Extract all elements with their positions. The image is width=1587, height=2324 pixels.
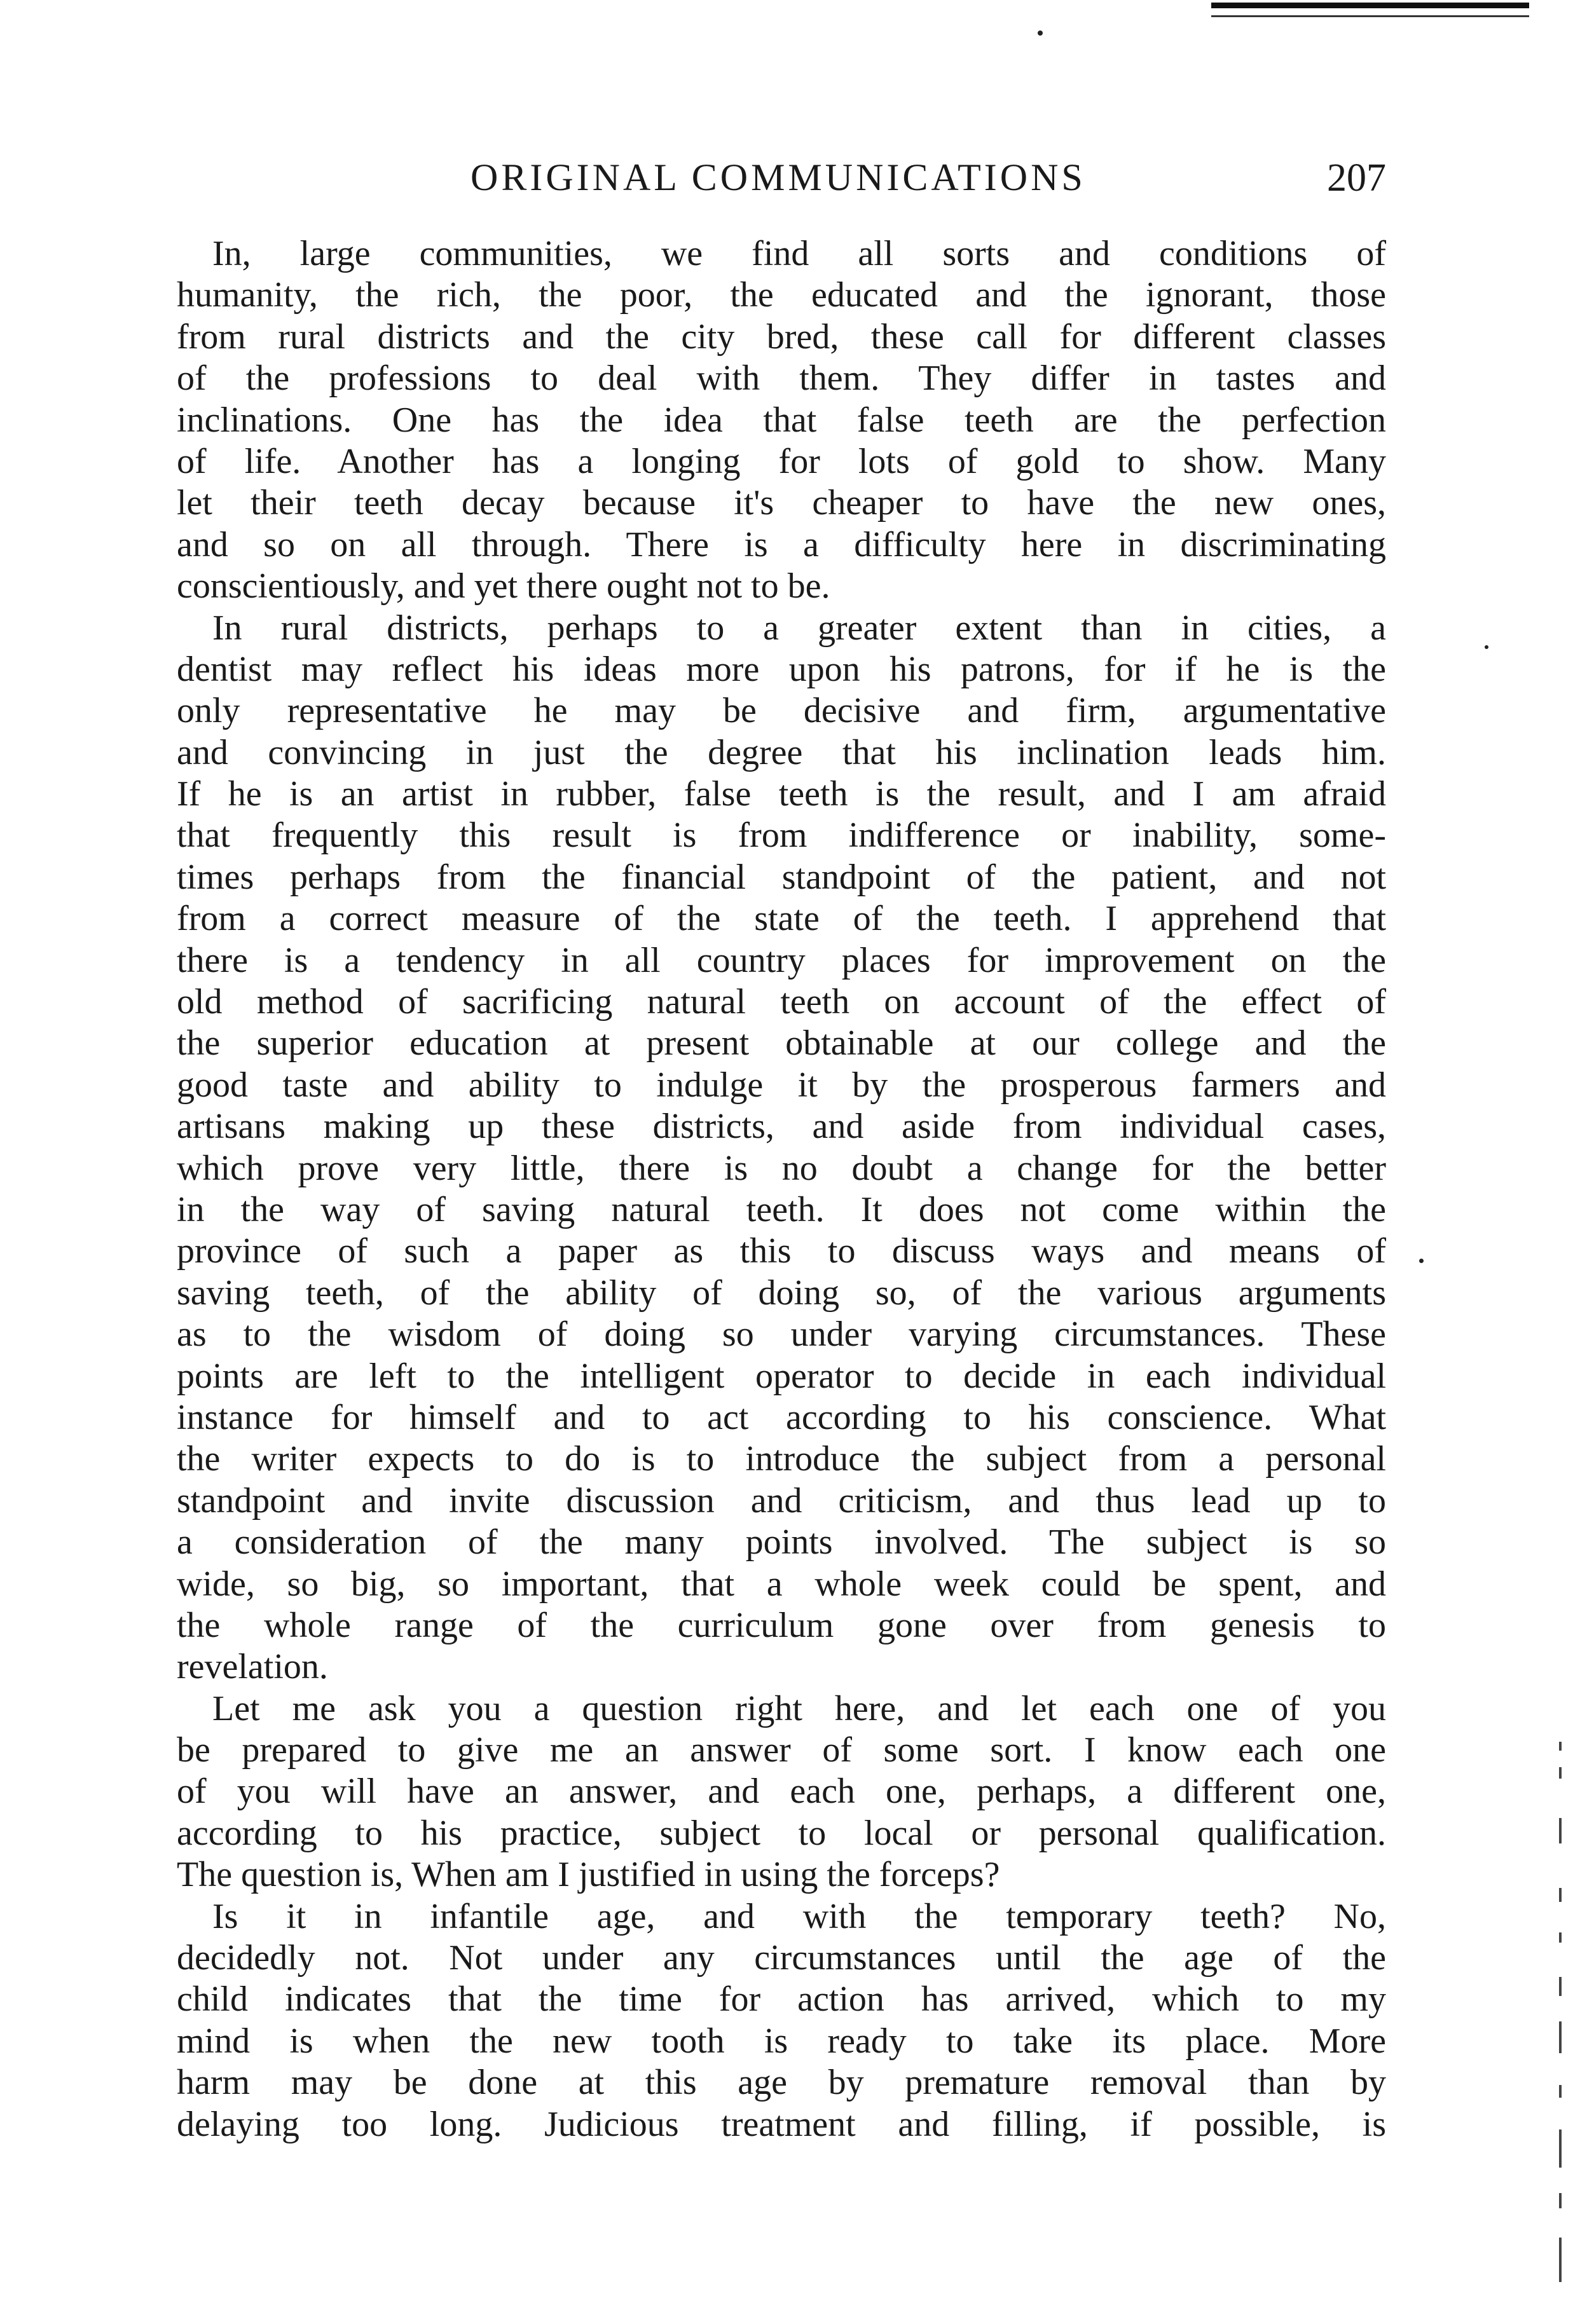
text-line: In rural districts, perhaps to a greater extent than in cities, a	[212, 608, 1386, 648]
text-line: decidedly not. Not under any circumstances until the age of the	[177, 1938, 1386, 1978]
text-line: of the professions to deal with them. They differ in tastes and	[177, 359, 1386, 399]
text-line: inclinations. One has the idea that false teeth are the perfection	[177, 400, 1386, 440]
ink-speck	[1419, 1259, 1424, 1263]
text-line: from rural districts and the city bred, these call for different classes	[177, 317, 1386, 357]
text-line: Let me ask you a question right here, and let each one of you	[212, 1688, 1386, 1728]
text-line: artisans making up these districts, and aside from individual cases,	[177, 1107, 1386, 1147]
text-line: the writer expects to do is to introduce the subject from a personal	[177, 1439, 1386, 1479]
text-line: If he is an artist in rubber, false teeth is the result, and I am afraid	[177, 774, 1386, 814]
text-line: old method of sacrificing natural teeth on account of the effect of	[177, 982, 1386, 1022]
text-line: The question is, When am I justified in using the forceps?	[177, 1855, 1000, 1895]
text-line: a consideration of the many points involved. The subject is so	[177, 1522, 1386, 1562]
text-line: delaying too long. Judicious treatment and filling, if possible, is	[177, 2104, 1386, 2144]
text-line: harm may be done at this age by premature removal than by	[177, 2063, 1386, 2103]
text-line: humanity, the rich, the poor, the educated and the ignorant, those	[177, 275, 1386, 315]
text-line: there is a tendency in all country places for improvement on the	[177, 940, 1386, 980]
text-line: that frequently this result is from indifference or inability, some-	[177, 816, 1386, 856]
text-line: and so on all through. There is a difficulty here in discriminating	[177, 524, 1386, 564]
text-line: instance for himself and to act according to his conscience. What	[177, 1397, 1386, 1437]
top-edge-rule-thin	[1211, 15, 1529, 17]
text-line: in the way of saving natural teeth. It does not come within the	[177, 1189, 1386, 1229]
text-line: dentist may reflect his ideas more upon his patrons, for if he is the	[177, 649, 1386, 689]
text-line: as to the wisdom of doing so under varying circumstances. These	[177, 1315, 1386, 1355]
running-head	[178, 156, 1386, 207]
text-line: standpoint and invite discussion and criticism, and thus lead up to	[177, 1480, 1386, 1521]
text-line: be prepared to give me an answer of some sort. I know each one	[177, 1730, 1386, 1770]
ink-speck	[1485, 645, 1488, 649]
text-line: child indicates that the time for action has arrived, which to my	[177, 1979, 1386, 2020]
text-line: conscientiously, and yet there ought not to be.	[177, 566, 830, 606]
text-line: revelation.	[177, 1647, 328, 1687]
ink-speck	[1038, 31, 1043, 36]
text-line: good taste and ability to indulge it by the prosperous farmers and	[177, 1065, 1386, 1105]
text-line: Is it in infantile age, and with the temporary teeth? No,	[212, 1896, 1386, 1936]
body-text	[177, 233, 1386, 2145]
running-title: ORIGINAL COMMUNICATIONS	[471, 156, 1086, 198]
text-line: province of such a paper as this to discuss ways and means of	[177, 1231, 1386, 1271]
text-line: only representative he may be decisive and firm, argumentative	[177, 691, 1386, 731]
text-line: and convincing in just the degree that his inclination leads him.	[177, 732, 1386, 772]
text-line: points are left to the intelligent operator to decide in each individual	[177, 1356, 1386, 1396]
text-line: mind is when the new tooth is ready to take its place. More	[177, 2021, 1386, 2061]
page-number: 207	[1327, 156, 1386, 200]
text-line: which prove very little, there is no doubt a change for the better	[177, 1148, 1386, 1188]
text-line: In, large communities, we find all sorts and conditions of	[212, 234, 1386, 273]
text-line: wide, so big, so important, that a whole week could be spent, and	[177, 1564, 1386, 1604]
text-line: saving teeth, of the ability of doing so, of the various arguments	[177, 1273, 1386, 1313]
text-line: the superior education at present obtainable at our college and the	[177, 1023, 1386, 1063]
top-edge-rule	[1211, 3, 1529, 8]
text-line: according to his practice, subject to local or personal qualification.	[177, 1813, 1386, 1853]
text-line: times perhaps from the financial standpoint of the patient, and not	[177, 857, 1386, 897]
text-line: let their teeth decay because it's cheaper to have the new ones,	[177, 483, 1386, 523]
text-line: from a correct measure of the state of the teeth. I apprehend that	[177, 899, 1386, 939]
text-line: of you will have an answer, and each one, perhaps, a different one,	[177, 1772, 1386, 1812]
text-line: the whole range of the curriculum gone over from genesis to	[177, 1605, 1386, 1645]
margin-scan-marks	[1555, 1742, 1568, 2314]
text-line: of life. Another has a longing for lots of gold to show. Many	[177, 441, 1386, 481]
